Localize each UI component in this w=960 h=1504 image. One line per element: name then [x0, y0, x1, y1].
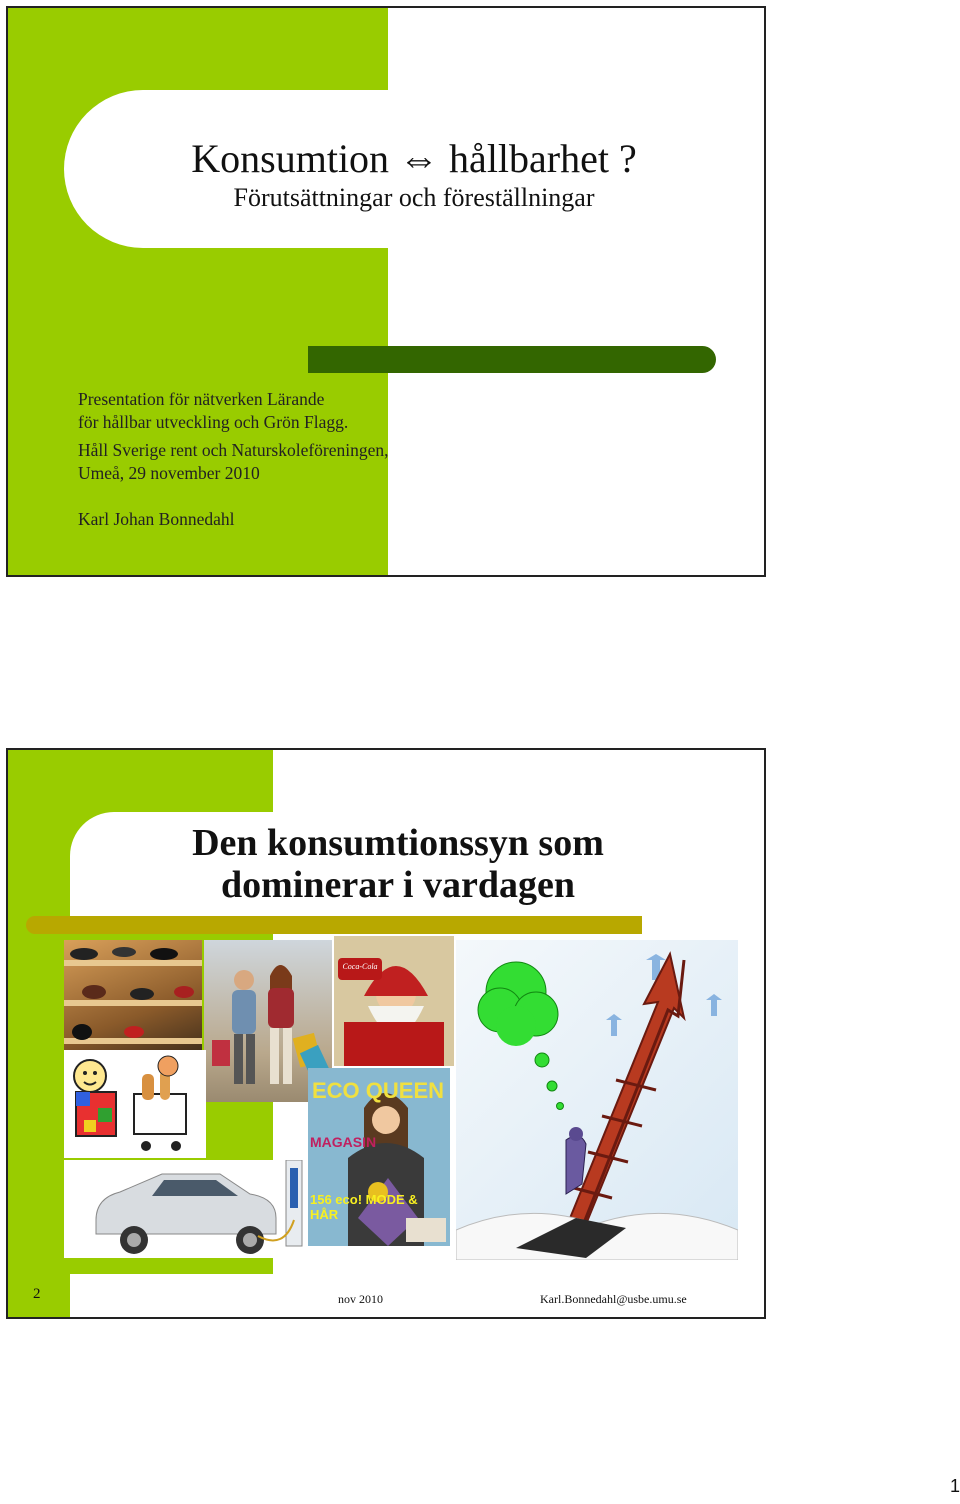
organizer-line-2: Umeå, 29 november 2010 — [78, 463, 260, 483]
car-drawing — [64, 1160, 308, 1258]
slide-title-line-2: dominerar i vardagen — [221, 864, 575, 906]
cartoon-drawing — [64, 1050, 206, 1158]
ladder-drawing — [456, 940, 738, 1260]
electric-car-image — [64, 1160, 308, 1258]
slide-subtitle: Förutsättningar och föreställningar — [233, 183, 595, 212]
presentation-line-1: Presentation för nätverken Lärande — [78, 389, 325, 409]
shoe-shop-drawing — [64, 940, 202, 1060]
slide-title: Konsumtion ⇔ hållbarhet ? — [191, 136, 637, 181]
slide-number: 2 — [33, 1286, 41, 1302]
slide-2 — [6, 748, 766, 1319]
page-number: 1 — [950, 1476, 960, 1496]
cartoon-shopper-image — [64, 1050, 206, 1158]
dark-green-bar — [308, 346, 716, 373]
coca-cola-santa-image — [334, 936, 454, 1066]
author-name: Karl Johan Bonnedahl — [78, 509, 235, 529]
slide-1 — [6, 6, 766, 577]
magazine-name: MAGASIN — [310, 1134, 377, 1150]
magazine-headline: 156 eco! MODE & HÅR — [310, 1192, 418, 1222]
coca-cola-logo: Coca-Cola — [342, 962, 378, 971]
shoe-shop-image — [64, 940, 202, 1060]
slide-title-line-1: Den konsumtionssyn som — [192, 822, 604, 864]
olive-bar — [26, 916, 642, 934]
footer-email: Karl.Bonnedahl@usbe.umu.se — [540, 1292, 687, 1306]
ladder-arrow-image — [456, 940, 738, 1260]
santa-drawing — [334, 936, 454, 1066]
organizer-line-1: Håll Sverige rent och Naturskoleföreningen, — [78, 440, 389, 460]
eco-magazine-image — [308, 1068, 450, 1246]
magazine-eco-title: ECO QUEEN — [312, 1078, 445, 1103]
footer-date: nov 2010 — [338, 1292, 383, 1306]
slide-title — [68, 822, 728, 906]
presentation-line-2: för hållbar utveckling och Grön Flagg. — [78, 412, 349, 432]
